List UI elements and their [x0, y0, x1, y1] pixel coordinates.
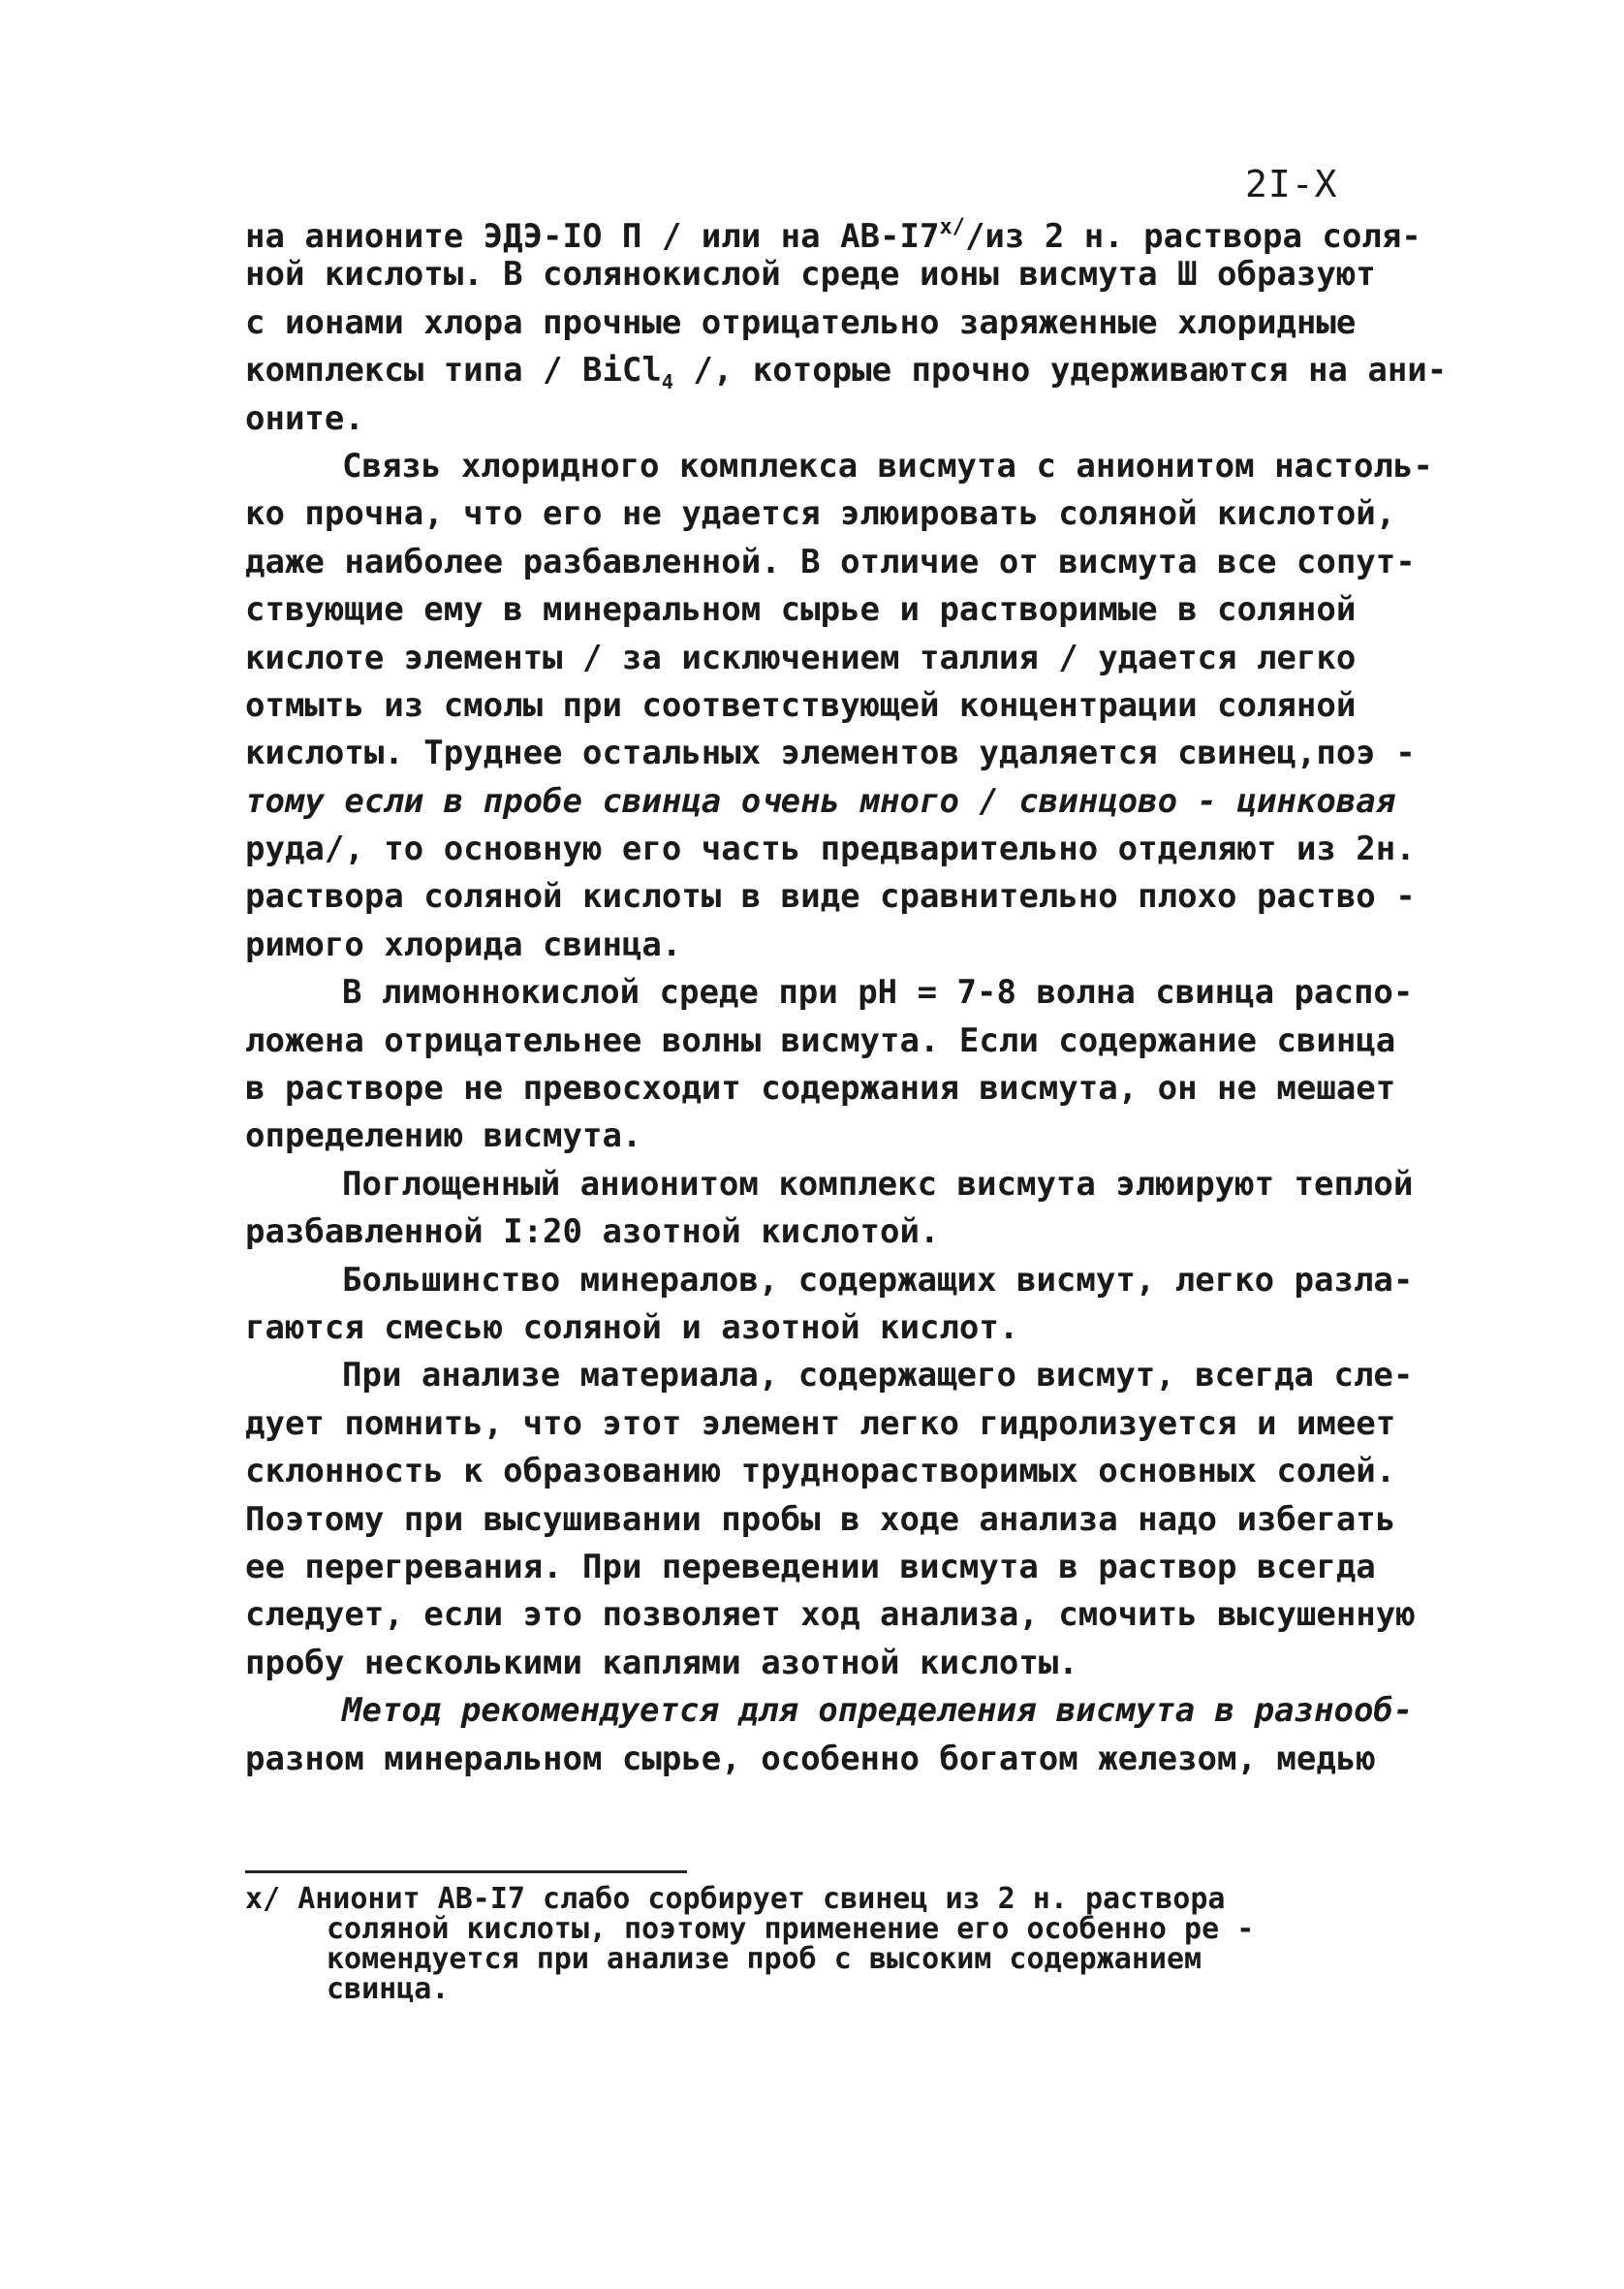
footnote: [245, 1884, 1447, 2004]
text-line: Метод рекомендуется для определения висмута в разнооб-: [342, 1691, 1414, 1731]
text-line: тому если в пробе свинца очень много / свинцово - цинковая: [245, 781, 1396, 821]
text-line: Связь хлоридного комплекса висмута с анионитом настоль-: [342, 446, 1433, 486]
text-line: ной кислоты. В солянокислой среде ионы висмута Ш образуют: [245, 255, 1376, 295]
text-line: дует помнить, что этот элемент легко гидролизуется и имеет: [245, 1403, 1396, 1443]
text-line: пробу несколькими каплями азотной кислоты.: [245, 1643, 1078, 1682]
text-line: разном минеральном сырье, особенно богатом железом, медью: [245, 1739, 1376, 1778]
text-line: ложена отрицательнее волны висмута. Если содержание свинца: [245, 1020, 1396, 1060]
text-line: раствора соляной кислоты в виде сравнительно плохо раство -: [245, 877, 1416, 917]
text-line: гаются смесью соляной и азотной кислот.: [245, 1307, 1019, 1347]
text-line: на анионите ЭДЭ-IO П / или на $АВ-I7^{х/}/из$ 2 н. раствора соля-: [245, 215, 1421, 256]
text-line: Большинство минералов, содержащих висмут, легко разла-: [342, 1260, 1414, 1300]
text-line: Поглощенный анионитом комплекс висмута элюируют теплой: [342, 1164, 1414, 1204]
text-line: кислоты. Труднее остальных элементов удаляется свинец,поэ -: [245, 734, 1416, 773]
footnote-separator: [245, 1870, 687, 1873]
footnote-line: комендуется при анализе проб с высоким содержанием: [327, 1942, 1202, 1976]
text-line: ее перегревания. При переведении висмута в раствор всегда: [245, 1547, 1376, 1586]
text-line: ствующие ему в минеральном сырье и растворимые в соляной: [245, 590, 1357, 630]
text-line: комплексы типа / BiCl$_4$ /, которые прочно удерживаются на ани-: [245, 351, 1448, 394]
text-line: с ионами хлора прочные отрицательно заряженные хлоридные: [245, 302, 1357, 342]
footnote-reference: х/: [939, 215, 965, 239]
text-line: определению висмута.: [245, 1116, 642, 1156]
text-line: даже наиболее разбавленной. В отличие от висмута все сопут-: [245, 542, 1416, 581]
footnote-marker: х/: [245, 1882, 281, 1916]
formula-subscript: 4: [661, 370, 673, 394]
text-line: кислоте элементы / за исключением таллия / удается легко: [245, 638, 1357, 677]
text-line: разбавленной I:20 азотной кислотой.: [245, 1212, 940, 1252]
text-line: отмыть из смолы при соответствующей концентрации соляной: [245, 685, 1357, 725]
page-number: 2I-X: [1245, 163, 1338, 205]
body-text: [245, 204, 1447, 1783]
text-line: Поэтому при высушивании пробы в ходе анализа надо избегать: [245, 1499, 1396, 1539]
text-line: в растворе не превосходит содержания висмута, он не мешает: [245, 1069, 1396, 1109]
footnote-line: соляной кислоты, поэтому применение его особенно ре -: [327, 1912, 1255, 1946]
text-line: В лимоннокислой среде при pH = 7-8 волна свинца распо-: [342, 973, 1414, 1013]
text-line: римого хлорида свинца.: [245, 925, 682, 964]
footnote-line: свинца.: [327, 1972, 450, 2006]
text-line: следует, если это позволяет ход анализа, смочить высушенную: [245, 1595, 1416, 1635]
text-line: оните.: [245, 398, 364, 438]
text-line: руда/, то основную его часть предварительно отделяют из 2н.: [245, 830, 1416, 869]
text-line: ко прочна, что его не удается элюировать соляной кислотой,: [245, 494, 1396, 534]
text-line: склонность к образованию труднорастворимых основных солей.: [245, 1452, 1396, 1491]
text-line: При анализе материала, содержащего висмут, всегда сле-: [342, 1356, 1414, 1395]
footnote-line: х/ Анионит АВ-I7 слабо сорбирует свинец из 2 н. раствора: [245, 1882, 1226, 1916]
